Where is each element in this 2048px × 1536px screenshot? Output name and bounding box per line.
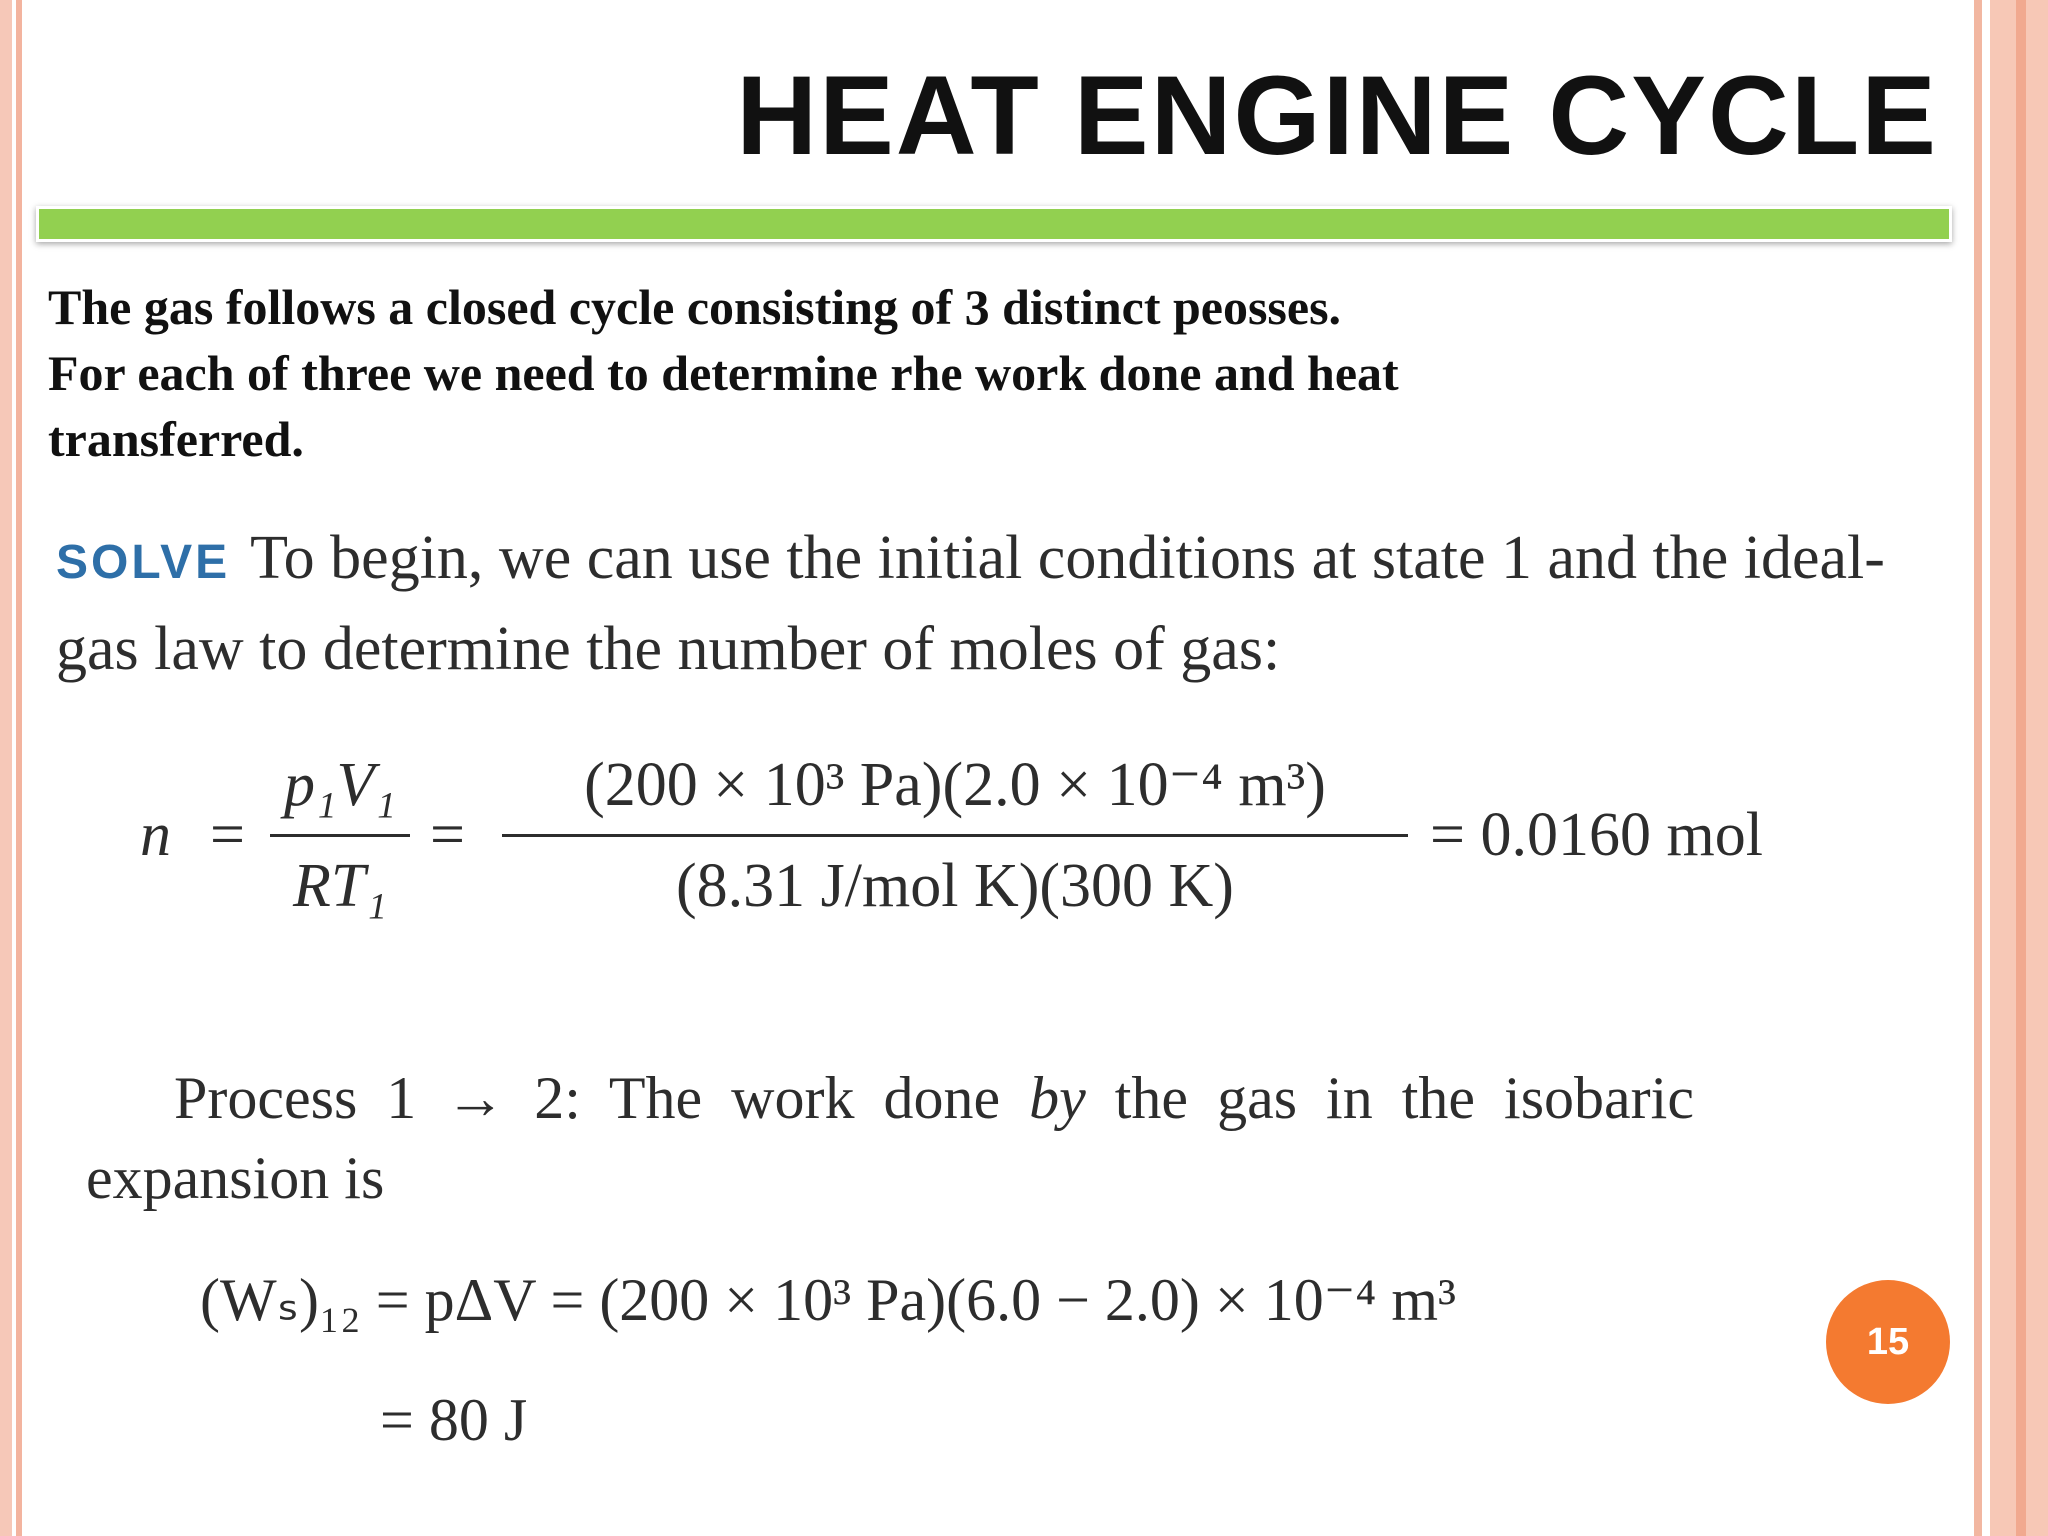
work-equation-result: = 80 J [380,1387,528,1453]
process-line: expansion is [86,1145,385,1211]
fraction-denominator: (8.31 J/mol K)(300 K) [676,852,1234,920]
process-emphasis: by [1029,1065,1086,1131]
slide-title: HEAT ENGINE CYCLE [736,53,1938,178]
moles-equation [140,740,1840,940]
intro-line: transferred. [48,411,304,467]
intro-paragraph [48,274,1728,472]
symbolic-fraction [270,740,410,931]
solve-text: To begin, we can use the initial conditions at state 1 and the ideal-gas law to determine the number of moles of gas: [56,524,1885,683]
work-equation: (Wₛ)₁₂ = pΔV = (200 × 10³ Pa)(6.0 − 2.0) × 10⁻⁴ m³ [200,1267,1456,1333]
equals-sign: = [210,801,245,869]
solve-paragraph [56,515,1946,692]
right-border-decoration [1966,0,2048,1536]
solve-label: SOLVE [56,536,231,589]
title-underline-bar [36,206,1952,242]
process-paragraph [86,1058,1786,1218]
fraction-numerator: (200 × 10³ Pa)(2.0 × 10⁻⁴ m³) [584,751,1326,819]
fraction-bar [270,834,410,837]
numeric-fraction [502,740,1408,931]
equation-result: = 0.0160 mol [1430,801,1763,869]
equation-lhs: n [140,801,171,869]
process-text: the gas in the isobaric [1085,1065,1694,1131]
fraction-denominator: RT₁ [293,852,387,920]
intro-line: For each of three we need to determine rhe work done and heat [48,345,1399,401]
intro-line: The gas follows a closed cycle consisting of 3 distinct peosses. [48,279,1342,335]
fraction-numerator: p₁V₁ [284,751,396,819]
page-number-badge: 15 [1826,1280,1950,1404]
process-text: Process 1 → 2: The work done [174,1065,1030,1131]
process-line [86,1058,1786,1138]
fraction-bar [502,834,1408,837]
left-border-decoration [0,0,28,1536]
equals-sign: = [430,801,465,869]
